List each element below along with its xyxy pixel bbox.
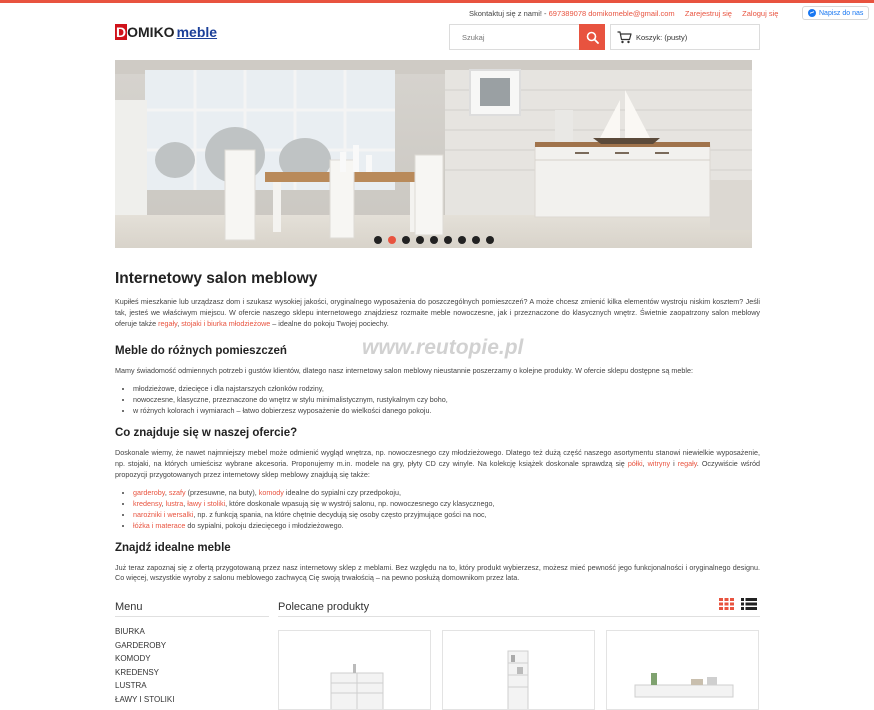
list-item: • nowoczesne, klasyczne, przeznaczone do wnętrz w stylu minimalistycznym, rustykalnym czy boho, xyxy=(133,394,760,405)
search-input[interactable] xyxy=(450,25,578,49)
slider-dot[interactable] xyxy=(472,236,480,244)
slider-dot[interactable] xyxy=(444,236,452,244)
link-komody[interactable]: komody xyxy=(258,487,284,497)
messenger-icon xyxy=(808,9,816,17)
section-text-rooms: Mamy świadomość odmiennych potrzeb i gustów klientów, dlatego nasz internetowy salon meblowy nieustannie poszerzamy o kolejne produkty. W ofercie sklepu dostępne są meble: xyxy=(115,366,693,376)
link-witryny[interactable]: witryny xyxy=(647,458,671,468)
contact-label: Skontaktuj się z nami! - xyxy=(469,9,547,18)
dining-room-photo xyxy=(115,60,752,248)
search-button[interactable] xyxy=(579,24,605,50)
recommended-title: Polecane produkty xyxy=(278,601,370,613)
article xyxy=(115,268,760,584)
product-card[interactable] xyxy=(442,630,595,710)
slider-dot[interactable] xyxy=(416,236,424,244)
link-kredensy[interactable]: kredensy xyxy=(133,498,162,508)
contact-bar xyxy=(469,9,778,18)
cart-button[interactable] xyxy=(610,24,760,50)
link-stojaki-biurka[interactable]: stojaki i biurka młodzieżowe xyxy=(181,318,271,328)
logo-name: OMIKO xyxy=(127,24,175,40)
product-image-shelf xyxy=(443,631,594,709)
slider-dot[interactable] xyxy=(430,236,438,244)
chat-button-label: Napisz do nas xyxy=(819,9,864,17)
cart-icon xyxy=(617,31,632,44)
email-link[interactable]: domikomeble@gmail.com xyxy=(588,9,675,18)
list-item: • garderoby, szafy (przesuwne, na buty), komody idealne do sypialni czy przedpokoju, xyxy=(133,487,760,498)
grid-view-icon[interactable] xyxy=(719,598,734,610)
link-lawy-stoliki[interactable]: ławy i stoliki xyxy=(187,498,226,508)
product-card[interactable] xyxy=(606,630,759,710)
section-text-offer: Doskonale wiemy, że nawet najmniejszy mebel może odmienić wygląd wnętrza, np. nowoczesnego czy młodzieżowego. Dlatego też dużą część naszego asortymentu stanowi niewielkie wyposażenie, np. stojaki, na których umieścisz wybrane akcesoria. Proponujemy m.in. modele na gry, płyty CD czy winyle. Na kolekcję książek doskonale sprawdzą się półki, witryny i regały. Oczywiście wśród propozycji przygotowanych przez internetowy sklep meblowy znajdują się także: xyxy=(115,448,761,479)
cart-label: Koszyk: (pusty) xyxy=(636,32,688,42)
search-box xyxy=(449,24,605,50)
menu-item-komody[interactable]: KOMODY xyxy=(115,654,151,664)
menu-item-garderoby[interactable]: GARDEROBY xyxy=(115,640,167,650)
menu-item-kredensy[interactable]: KREDENSY xyxy=(115,667,160,677)
menu-item-lawy-stoliki[interactable]: ŁAWY I STOLIKI xyxy=(115,694,175,704)
chat-button[interactable] xyxy=(802,6,869,20)
register-link[interactable]: Zarejestruj się xyxy=(684,9,732,18)
logo-suffix: meble xyxy=(176,24,218,40)
slider-dot[interactable] xyxy=(458,236,466,244)
hero-slider[interactable] xyxy=(115,60,752,248)
slider-dot[interactable] xyxy=(388,236,396,244)
section-heading-find: Znajdź idealne meble xyxy=(115,541,231,554)
link-narozniki[interactable]: narożniki i wersalki xyxy=(133,509,194,519)
phone-link[interactable]: 697389078 xyxy=(548,9,587,18)
slider-dot[interactable] xyxy=(402,236,410,244)
watermark-text: www.reutopie.pl xyxy=(362,336,524,359)
section-heading-offer: Co znajduje się w naszej ofercie? xyxy=(115,427,298,440)
menu-item-biurka[interactable]: BIURKA xyxy=(115,627,145,636)
product-image-dresser xyxy=(279,631,430,709)
intro-paragraph: Kupiłeś mieszkanie lub urządzasz dom i szukasz wysokiej jakości, oryginalnego wyposażenia do poszczególnych pomieszczeń? A może chcesz zmienić kilka elementów wystroju niskim kosztem? Jeśli tak, jesteś we właściwym miejscu. W ofercie naszego sklepu internetowego znajdziesz rozmaite meble nowoczesne, jak i przeznaczone do klasycznych wnętrz. Świetnie zaopatrzony salon meblowy oferuje także regały, stojaki i biurka młodzieżowe – idealne do pokoju Twojej pociechy. xyxy=(115,297,760,328)
menu-divider xyxy=(115,616,269,617)
top-accent-line xyxy=(0,0,874,3)
slider-dot[interactable] xyxy=(486,236,494,244)
link-lustra[interactable]: lustra xyxy=(165,498,184,508)
login-link[interactable]: Zaloguj się xyxy=(742,9,779,18)
list-item: • łóżka i materace do sypialni, pokoju dziecięcego i młodzieżowego. xyxy=(133,520,760,531)
list-item: • młodzieżowe, dziecięce i dla najstarszych członków rodziny, xyxy=(133,383,760,394)
link-szafy[interactable]: szafy xyxy=(168,487,186,497)
logo-letter: D xyxy=(116,24,127,40)
product-card[interactable] xyxy=(278,630,431,710)
offer-list xyxy=(115,487,760,531)
product-image-tv-stand xyxy=(607,631,758,709)
category-menu xyxy=(115,625,174,707)
list-item: • kredensy, lustra, ławy i stoliki, które doskonale wpasują się w wystrój salonu, np. nowoczesnego czy klasycznego, xyxy=(133,498,760,509)
site-logo[interactable] xyxy=(115,24,217,40)
page-title: Internetowy salon meblowy xyxy=(115,270,318,287)
section-heading-rooms: Meble do różnych pomieszczeń xyxy=(115,345,287,358)
section-text-find: Już teraz zapoznaj się z ofertą przygotowaną przez nasz internetowy sklep z meblami. Bez względu na to, który produkt wybierzesz, możesz mieć pewność jego funkcjonalności i oryginalnego designu. Co więcej, wszystkie wyroby z salonu meblowego zachwycą Cię swoją trwałością – na pewno posłużą domownikom przez lata. xyxy=(115,562,760,583)
link-regaly-2[interactable]: regały xyxy=(677,458,697,468)
slider-dot[interactable] xyxy=(374,236,382,244)
search-icon xyxy=(586,31,599,44)
rooms-list xyxy=(115,383,760,416)
list-item: • narożniki i wersalki, np. z funkcją spania, na które chętnie decydują się osoby często przyjmujące gości na noc, xyxy=(133,509,760,520)
menu-item-lustra[interactable]: LUSTRA xyxy=(115,681,147,691)
slider-dots xyxy=(115,236,752,244)
link-garderoby[interactable]: garderoby xyxy=(133,487,165,497)
link-lozka[interactable]: łóżka i materace xyxy=(133,520,186,530)
menu-title: Menu xyxy=(115,601,143,613)
recommended-divider xyxy=(278,616,760,617)
list-item: • w różnych kolorach i wymiarach – łatwo dobierzesz wyposażenie do wielkości danego pokoju. xyxy=(133,405,760,416)
link-regaly[interactable]: regały xyxy=(158,318,178,328)
link-polki[interactable]: półki xyxy=(627,458,643,468)
list-view-icon[interactable] xyxy=(741,598,757,610)
